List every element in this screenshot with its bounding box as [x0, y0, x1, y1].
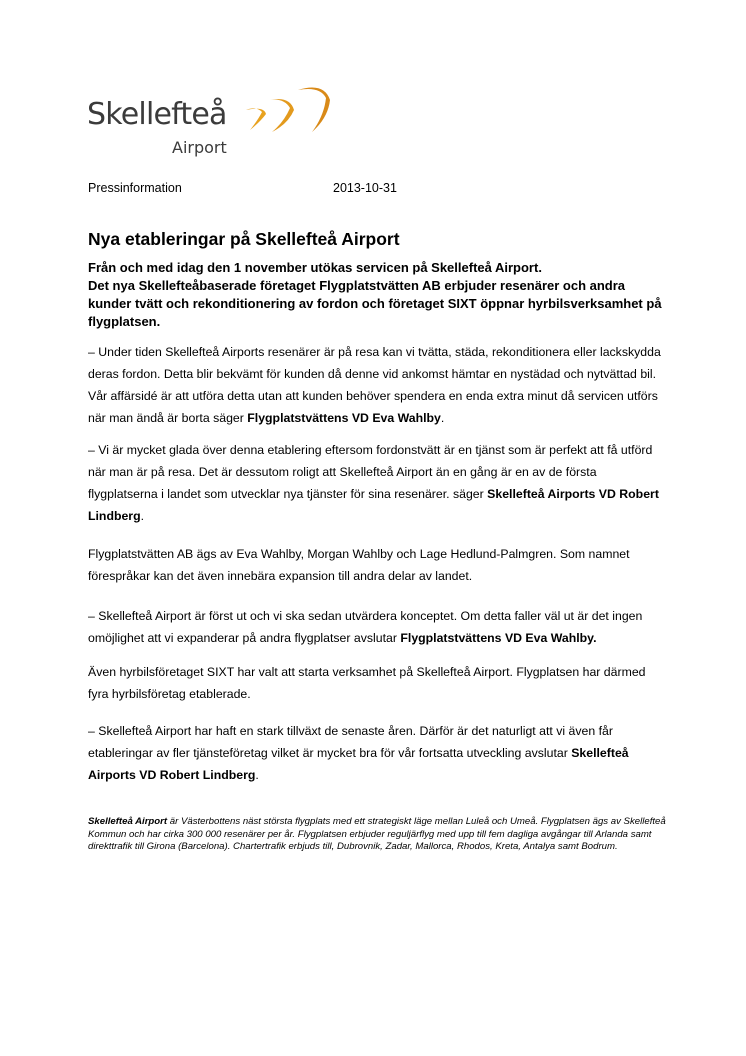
boilerplate-footnote [88, 816, 668, 854]
paragraph-text: – Under tiden Skellefteå Airports resenärer är på resa kan vi tvätta, städa, rekonditionera eller lackskydda deras fordon. Detta blir bekvämt för kunden då denne vid ankomst hämtar en nystädad och nytvättad bil. Vår affärsidé är att utföra detta utan att kunden behöver spendera en enda extra minut då servicen utförs när man ändå är borta säger [88, 345, 661, 425]
body-paragraph-1 [88, 341, 662, 429]
lead-paragraph [88, 259, 668, 331]
document-type-label: Pressinformation [88, 181, 182, 195]
paragraph-text: Flygplatstvätten AB ägs av Eva Wahlby, Morgan Wahlby och Lage Hedlund-Palmgren. Som namnet förespråkar kan det även innebära expansion till andra delar av landet. [88, 547, 630, 583]
body-paragraph-3 [88, 543, 662, 587]
paragraph-text: Även hyrbilsföretaget SIXT har valt att starta verksamhet på Skellefteå Airport. Flygplatsen har därmed fyra hyrbilsföretag etablerade. [88, 665, 646, 701]
paragraph-text: – Skellefteå Airport är först ut och vi ska sedan utvärdera konceptet. Om detta faller väl ut är det ingen omöjlighet att vi expanderar på andra flygplatser avslutar [88, 609, 643, 645]
paragraph-attribution: Flygplatstvättens VD Eva Wahlby. [400, 631, 597, 645]
paragraph-tail: . [440, 411, 445, 425]
paragraph-attribution: Skellefteå Airports VD Robert Lindberg [88, 487, 659, 523]
swoosh-icon [244, 86, 330, 136]
paragraph-attribution: Flygplatstvättens VD Eva Wahlby [247, 411, 441, 425]
paragraph-text: – Skellefteå Airport har haft en stark tillväxt de senaste åren. Därför är det naturligt att vi även får etableringar av fler tjänsteföretag vilket är mycket bra för vår fortsatta utveckling avslutar [88, 724, 613, 760]
body-paragraph-2 [88, 439, 662, 527]
lead-line-2: Det nya Skellefteåbaserade företaget Flygplatstvätten AB erbjuder resenärer och andra kunder tvätt och rekonditionering av fordon och företaget SIXT öppnar hyrbilsverksamhet på flygplatsen. [88, 278, 662, 329]
lead-line-1: Från och med idag den 1 november utökas servicen på Skellefteå Airport. [88, 260, 542, 275]
logo-subtitle: Airport [172, 138, 227, 157]
paragraph-attribution: Skellefteå Airports VD Robert Lindberg [88, 746, 629, 782]
body-paragraph-4 [88, 605, 662, 649]
footnote-text: är Västerbottens näst största flygplats med ett strategiskt läge mellan Luleå och Umeå. Flygplatsen ägs av Skellefteå Kommun och har cirka 300 000 resenärer per år. Flygplatsen erbjuder reguljärflyg med upp till fem dagliga avgångar till Arlanda samt direkttrafik till Girona (Barcelona). Chartertrafik erbjuds till, Dubrovnik, Zadar, Mallorca, Rhodos, Kreta, Antalya samt Bodrum. [88, 816, 666, 852]
paragraph-tail: . [255, 768, 259, 782]
body-paragraph-6 [88, 720, 662, 786]
skelleftea-airport-logo [86, 86, 336, 166]
footnote-company: Skellefteå Airport [88, 816, 168, 827]
paragraph-text: – Vi är mycket glada över denna etablering eftersom fordonstvätt är en tjänst som är perfekt att få utförd när man är på resa. Det är dessutom roligt att Skellefteå Airport än en gång är en av de första flygplatserna i landet som utvecklar nya tjänster för sina resenärer. säger [88, 443, 653, 501]
document-date: 2013-10-31 [333, 181, 397, 195]
page-title: Nya etableringar på Skellefteå Airport [88, 229, 400, 249]
paragraph-tail: . [140, 509, 145, 523]
logo-wordmark: Skellefteå [87, 97, 227, 132]
document-meta [88, 181, 688, 199]
body-paragraph-5 [88, 661, 662, 705]
